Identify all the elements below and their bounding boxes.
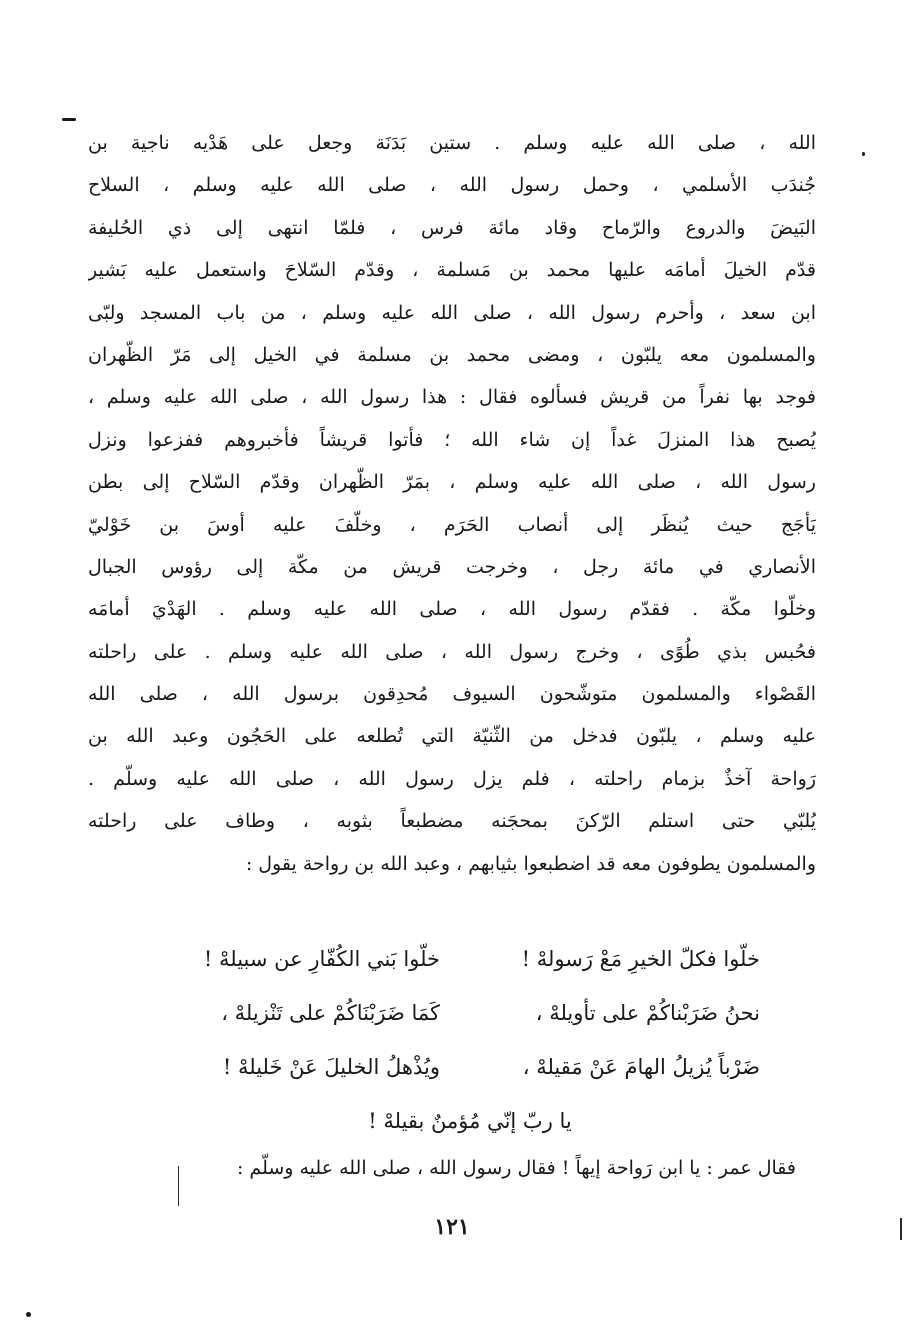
text-line: الله ، صلى الله عليه وسلم . ستين بَدَنَة وجعل على هَدْيه ناجية بن xyxy=(88,132,816,154)
verse-second-hemistich: ويُذْهلُ الخليلَ عَنْ خَليلهْ ! xyxy=(222,1055,440,1079)
poem-verse xyxy=(120,1094,760,1148)
verse-second-hemistich: خلّوا بَني الكُفّارِ عن سبيلهْ ! xyxy=(203,947,440,971)
text-line: الأنصاري في مائة رجل ، وخرجت قريش من مكّة إلى رؤوس الجبال xyxy=(88,555,816,578)
text-line: والمسلمون يطوفون معه قد اضطبعوا بثيابهم ، وعبد الله بن رواحة يقول : xyxy=(245,852,816,875)
text-line: عليه وسلم ، يلبّون فدخل من الثّنيّة التي تُطلعه على الحَجُون وعبد الله بن xyxy=(88,725,816,748)
text-line: رسول الله ، صلى الله عليه وسلم ، بمَرّ الظّهران وقدّم السّلاح إلى بطن xyxy=(88,471,816,494)
poem-verse xyxy=(120,986,760,1040)
text-line: فحُبس بذي طُوًى ، وخرج رسول الله ، صلى الله عليه وسلم . على راحلته xyxy=(88,640,816,663)
text-line: وخلّوا مكّة . فقدّم رسول الله ، صلى الله عليه وسلم . الهَدْيَ أمامَه xyxy=(88,598,816,621)
scan-speck xyxy=(862,152,865,156)
closing-line: فقال عمر : يا ابن رَواحة إيهاً ! فقال رسول الله ، صلى الله عليه وسلّم : xyxy=(236,1157,796,1179)
text-line: رَواحة آخذٌ بزمام راحلته ، فلم يزل رسول الله ، صلى الله عليه وسلّم . xyxy=(88,767,816,790)
text-line: يَأجَج حيث يُنظَر إلى أنصاب الحَرَم ، وخلّفَ عليه أوسَ بن خَوْليّ xyxy=(88,513,816,536)
poem-verse xyxy=(120,932,760,986)
verse-first-hemistich: نحنُ ضَرَبْناكُمْ على تأويلهْ ، xyxy=(535,1001,760,1025)
text-line: يُلبّي حتى استلم الرّكنَ بمحجَنه مضطبعاً بثوبه ، وطاف على راحلته xyxy=(88,810,816,833)
scan-speck xyxy=(26,1312,31,1317)
text-line: قدّم الخيلَ أمامَه عليها محمد بن مَسلمة ، وقدّم السّلاحَ واستعمل عليه بَشير xyxy=(88,259,816,282)
verse-second-hemistich: كَمَا ضَرَبْنَاكُمْ على تَنْزيلهْ ، xyxy=(221,1001,440,1025)
text-line: ابن سعد ، وأحرم رسول الله ، صلى الله عليه وسلم ، من باب المسجد ولبّى xyxy=(88,301,816,324)
text-line: البَيضَ والدروع والرّماح وقاد مائة فرس ، فلمّا انتهى إلى ذي الحُليفة xyxy=(88,216,816,239)
verse-first-hemistich: خلّوا فكلّ الخيرِ مَعْ رَسولهْ ! xyxy=(521,947,760,971)
text-line: يُصبح هذا المنزلَ غداً إن شاء الله ؛ فأتوا قريشاً فأخبروهم ففزعوا ونزل xyxy=(88,428,816,451)
text-line: جُندَب الأسلمي ، وحمل رسول الله ، صلى الله عليه وسلم ، السلاح xyxy=(88,174,816,197)
verse-first-hemistich: ضَرْباً يُزيلُ الهامَ عَنْ مَقيلهْ ، xyxy=(522,1055,760,1079)
text-line: فوجد بها نفراً من قريش فسألوه فقال : هذا رسول الله ، صلى الله عليه وسلم ، xyxy=(88,386,816,409)
scan-line xyxy=(900,1218,902,1240)
scan-line xyxy=(178,1166,179,1206)
text-line: القَصْواء والمسلمون متوشّحون السيوف مُحدِقون برسول الله ، صلى الله xyxy=(88,683,816,706)
page-number: ١٢١ xyxy=(434,1214,470,1240)
poem-block xyxy=(120,932,760,1148)
body-text xyxy=(88,122,816,885)
text-line: والمسلمون معه يلبّون ، ومضى محمد بن مسلمة في الخيل إلى مَرّ الظّهران xyxy=(88,343,816,366)
verse-single-hemistich: يا ربّ إنّي مُؤمنٌ بقيلهْ ! xyxy=(368,1109,572,1133)
poem-verse xyxy=(120,1040,760,1094)
scan-speck xyxy=(62,118,76,121)
